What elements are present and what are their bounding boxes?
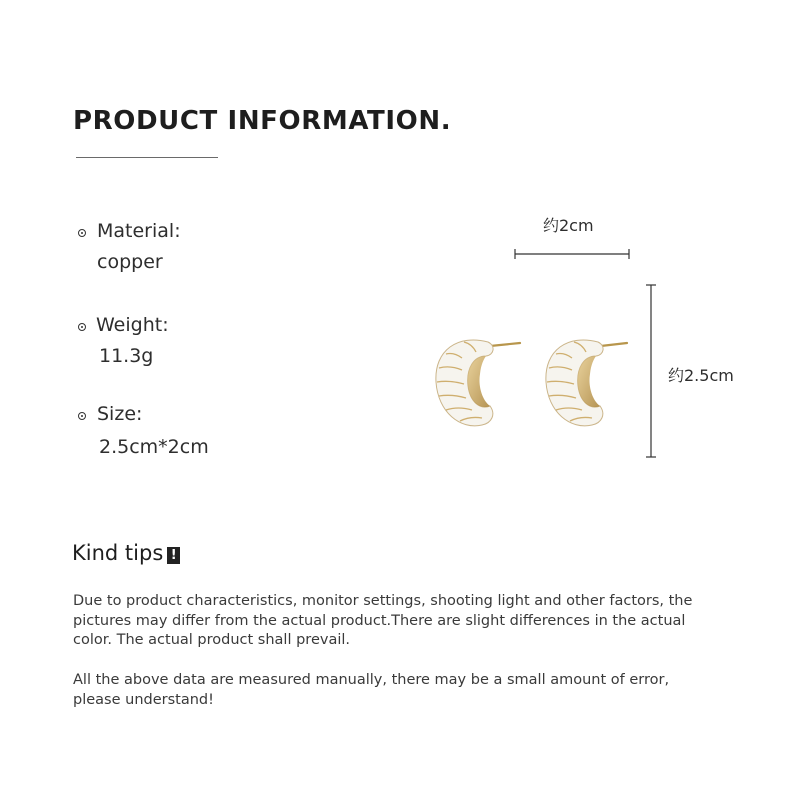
kind-tips-paragraph-1: Due to product characteristics, monitor settings, shooting light and other factors, the pictures may differ from the actual product.There are slight differences in the actual color. The actual product shall prevail. <box>73 593 693 648</box>
weight-label: Weight: <box>96 314 169 336</box>
height-dimension-label: 约2.5cm <box>668 366 734 385</box>
kind-tips-title: Kind tips <box>72 541 164 565</box>
page-title: PRODUCT INFORMATION. <box>73 106 452 136</box>
earring-pair-image <box>420 320 650 450</box>
material-label: Material: <box>97 220 181 242</box>
kind-tips-heading <box>72 541 180 565</box>
size-label: Size: <box>97 403 143 425</box>
width-dimension-label: 约2cm <box>543 216 594 235</box>
right-earring <box>546 340 627 426</box>
left-earring <box>436 340 520 426</box>
weight-value: 11.3g <box>99 345 154 367</box>
exclamation-icon: ! <box>167 547 180 564</box>
size-value: 2.5cm*2cm <box>99 436 209 458</box>
material-value: copper <box>97 251 163 273</box>
kind-tips-paragraph-2: All the above data are measured manually, there may be a small amount of error, please understand! <box>73 672 670 708</box>
